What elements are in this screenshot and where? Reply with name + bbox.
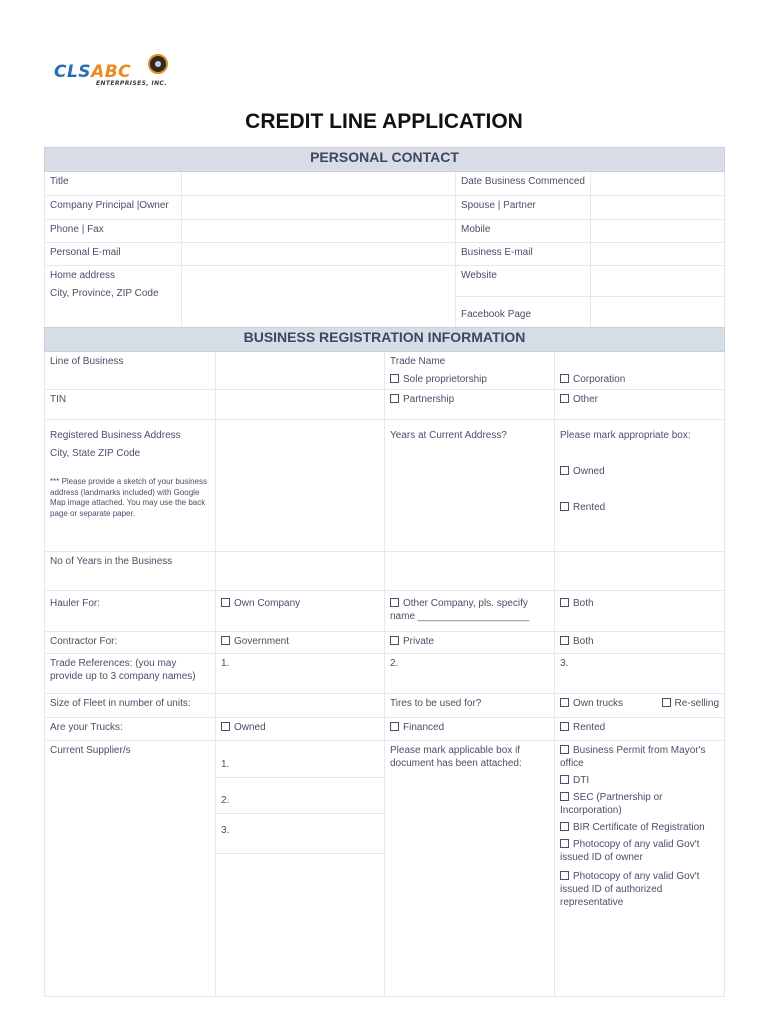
document-title: CREDIT LINE APPLICATION [245,110,523,133]
label-reg-address: Registered Business Address [50,430,181,441]
checkbox-icon[interactable] [390,394,399,403]
ownership-cell [555,420,725,552]
label-website: Website [456,266,591,297]
option-doc-id-rep[interactable]: Photocopy of any valid Gov't issued ID of authorized representative [560,871,700,908]
checkbox-icon[interactable] [390,374,399,383]
label-mark-box: Please mark appropriate box: [560,430,691,441]
label-hauler-for: Hauler For: [45,591,216,632]
checkbox-icon[interactable] [560,839,569,848]
option-other-company[interactable]: Other Company, pls. specify name ____________________ [385,591,555,632]
field-years-business-2[interactable] [385,552,555,591]
field-trade-ref-2[interactable]: 2. [385,654,555,694]
label-trade-refs: Trade References: (you may provide up to 3 company names) [45,654,216,694]
option-government[interactable]: Government [216,632,385,654]
option-partnership[interactable]: Partnership [385,390,555,420]
checkbox-icon[interactable] [560,871,569,880]
checkbox-icon[interactable] [560,745,569,754]
field-personal-email[interactable] [182,243,456,266]
field-date-commenced[interactable] [591,172,725,196]
checkbox-icon[interactable] [390,598,399,607]
option-own-trucks[interactable]: Own trucks [560,698,623,709]
checkbox-icon[interactable] [662,698,671,707]
label-home-address: Home address City, Province, ZIP Code [45,266,182,328]
field-website[interactable] [591,266,725,297]
label-trucks-are: Are your Trucks: [45,718,216,741]
label-tires-for: Tires to be used for? [385,694,555,718]
section-header-personal: PERSONAL CONTACT [45,148,725,172]
documents-cell [555,741,725,997]
field-trade-ref-3[interactable]: 3. [555,654,725,694]
field-facebook[interactable] [591,297,725,328]
field-years-business[interactable] [216,552,385,591]
business-registration-table [44,327,725,997]
option-trucks-rented[interactable]: Rented [555,718,725,741]
label-trade-name: Trade Name [390,356,446,367]
label-facebook: Facebook Page [456,297,591,328]
checkbox-icon[interactable] [560,775,569,784]
field-supplier-2[interactable]: 2. [216,778,384,814]
company-logo [52,52,177,92]
checkbox-icon[interactable] [221,636,230,645]
field-spouse[interactable] [591,196,725,220]
option-private[interactable]: Private [385,632,555,654]
checkbox-icon[interactable] [221,598,230,607]
checkbox-icon[interactable] [390,636,399,645]
reg-address-cell [45,420,216,552]
checkbox-icon[interactable] [560,722,569,731]
sketch-note: *** Please provide a sketch of your business address (landmarks included) with Google Map image attached. You may use the back page or separate paper. [50,477,207,518]
label-suppliers: Current Supplier/s [45,741,216,997]
label-city-state: City, State ZIP Code [50,448,141,459]
label-mark-applicable: Please mark applicable box if document has been attached: [385,741,555,997]
option-owned-address[interactable]: Owned [560,465,719,478]
section-header-business: BUSINESS REGISTRATION INFORMATION [45,328,725,352]
option-trucks-financed[interactable]: Financed [385,718,555,741]
label-years-current: Years at Current Address? [385,420,555,552]
field-fleet-size[interactable] [216,694,385,718]
checkbox-icon[interactable] [560,636,569,645]
checkbox-icon[interactable] [560,698,569,707]
checkbox-icon[interactable] [560,598,569,607]
label-contractor-for: Contractor For: [45,632,216,654]
label-business-email: Business E-mail [456,243,591,266]
option-doc-dti[interactable]: DTI [560,774,719,787]
checkbox-icon[interactable] [390,722,399,731]
tire-icon [148,54,168,74]
label-fleet-size: Size of Fleet in number of units: [45,694,216,718]
option-doc-sec[interactable]: SEC (Partnership or Incorporation) [560,792,663,816]
label-line-of-business: Line of Business [45,352,216,390]
field-home-address[interactable] [182,266,456,328]
option-trucks-owned[interactable]: Owned [216,718,385,741]
checkbox-icon[interactable] [560,822,569,831]
label-mobile: Mobile [456,220,591,243]
checkbox-icon[interactable] [560,792,569,801]
option-contractor-both[interactable]: Both [555,632,725,654]
checkbox-icon[interactable] [560,502,569,511]
field-supplier-3[interactable]: 3. [216,814,384,854]
logo-subtitle: ENTERPRISES, INC. [96,80,168,87]
label-years-business: No of Years in the Business [45,552,216,591]
corporation-cell [555,352,725,390]
checkbox-icon[interactable] [560,394,569,403]
trade-name-cell [385,352,555,390]
option-rented-address[interactable]: Rented [560,501,719,514]
label-tin: TIN [45,390,216,420]
field-business-email[interactable] [591,243,725,266]
field-tin[interactable] [216,390,385,420]
label-spouse: Spouse | Partner [456,196,591,220]
option-doc-id-owner[interactable]: Photocopy of any valid Gov't issued ID of owner [560,839,700,863]
label-date-commenced: Date Business Commenced [456,172,591,196]
checkbox-icon[interactable] [560,374,569,383]
field-line-of-business[interactable] [216,352,385,390]
option-other[interactable]: Other [555,390,725,420]
checkbox-icon[interactable] [221,722,230,731]
field-principal[interactable] [182,196,456,220]
option-doc-bir[interactable]: BIR Certificate of Registration [560,821,719,834]
field-reg-address[interactable] [216,420,385,552]
option-hauler-both[interactable]: Both [555,591,725,632]
personal-contact-table [44,147,725,328]
option-reselling[interactable]: Re-selling [662,697,719,710]
option-own-company[interactable]: Own Company [216,591,385,632]
option-corporation[interactable]: Corporation [560,373,719,386]
suppliers-list [216,741,385,997]
label-phone: Phone | Fax [45,220,182,243]
field-phone[interactable] [182,220,456,243]
option-sole-proprietorship[interactable]: Sole proprietorship [390,373,549,386]
checkbox-icon[interactable] [560,466,569,475]
option-doc-permit[interactable]: Business Permit from Mayor's office [560,745,706,769]
label-title: Title [45,172,182,196]
field-title[interactable] [182,172,456,196]
field-mobile[interactable] [591,220,725,243]
field-supplier-1[interactable]: 1. [216,751,384,778]
logo-wordmark: CLSABC [54,62,132,82]
field-trade-ref-1[interactable]: 1. [216,654,385,694]
label-personal-email: Personal E-mail [45,243,182,266]
label-principal: Company Principal |Owner [45,196,182,220]
field-years-business-3[interactable] [555,552,725,591]
tires-options-cell [555,694,725,718]
